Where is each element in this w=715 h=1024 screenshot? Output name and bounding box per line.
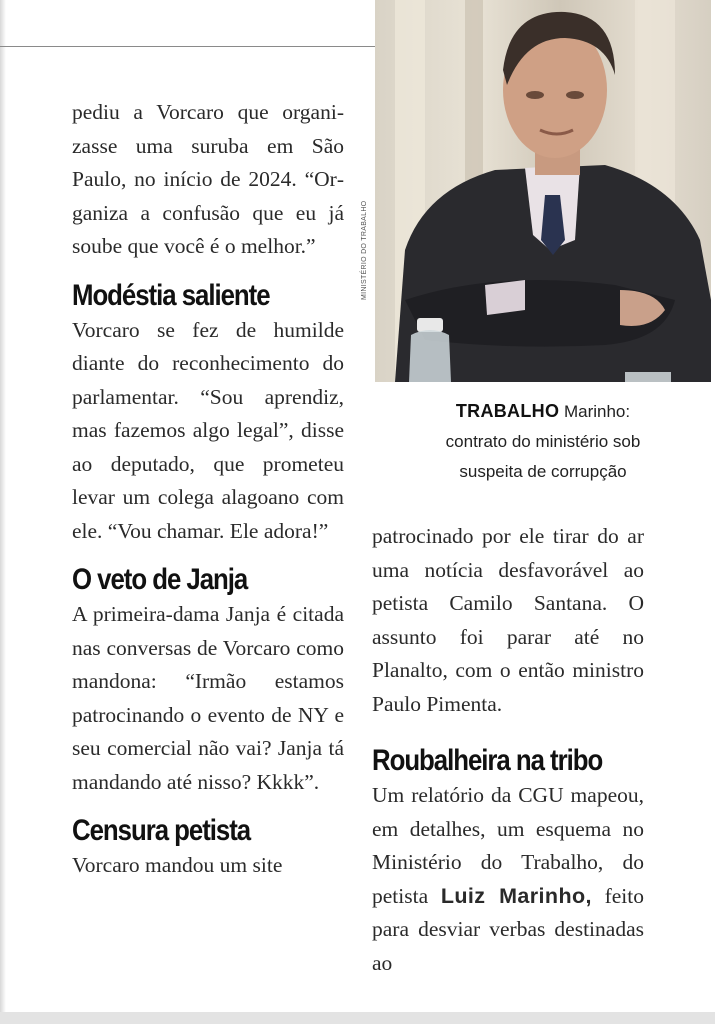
portrait-photo xyxy=(375,0,711,382)
paragraph: pediu a Vorcaro que organizasse uma suruba em São Paulo, no início de 2024. “Organiza a confusão que eu já soube que você é o melhor.” xyxy=(72,100,344,258)
photo-illustration xyxy=(375,0,711,382)
section-heading: Modéstia saliente xyxy=(72,278,270,312)
section-heading: Roubalheira na tribo xyxy=(372,744,603,777)
top-rule xyxy=(0,46,375,47)
paragraph xyxy=(372,779,644,980)
person-name: Luiz Marinho, xyxy=(440,883,592,908)
page-gutter-shadow xyxy=(0,0,6,1024)
caption-line xyxy=(375,396,711,427)
section-heading: Censura petista xyxy=(72,814,251,847)
right-column xyxy=(372,520,644,980)
paragraph: Vorcaro mandou um site xyxy=(72,853,283,877)
section-heading: O veto de Janja xyxy=(72,563,248,596)
caption-line: suspeita de corrupção xyxy=(459,462,627,481)
caption-text: Marinho: xyxy=(559,402,631,421)
photo-credit: MINISTÉRIO DO TRABALHO xyxy=(361,200,368,300)
left-column xyxy=(72,96,344,883)
paragraph-text: feito para desviar verbas destinadas ao xyxy=(372,883,645,975)
caption-tag: TRABALHO xyxy=(455,401,560,421)
paragraph: patrocinado por ele tirar do ar uma notícia desfavorável ao petista Camilo Santana. O assunto foi parar até no Planalto, com o então ministro Paulo Pimenta. xyxy=(372,524,644,716)
photo-caption xyxy=(375,396,711,487)
page-bottom-edge xyxy=(0,1012,715,1024)
paragraph: Vorcaro se fez de humilde diante do reconhecimento do parlamentar. “Sou aprendiz, mas fazemos algo legal”, disse ao deputado, que prometeu levar um colega alagoano com ele. “Vou chamar. Ele adora!” xyxy=(72,317,344,543)
caption-line: contrato do ministério sob xyxy=(445,432,641,451)
paragraph-text: Um relatório da CGU mapeou, em detalhes, um esquema no Ministério do Trabalho, do petista xyxy=(372,783,644,908)
paragraph: A primeira-dama Janja é citada nas conversas de Vorcaro como mandona: “Irmão estamos patrocinando o evento de NY e seu comercial não vai? Janja tá mandando até nisso? Kkkk”. xyxy=(72,602,344,794)
